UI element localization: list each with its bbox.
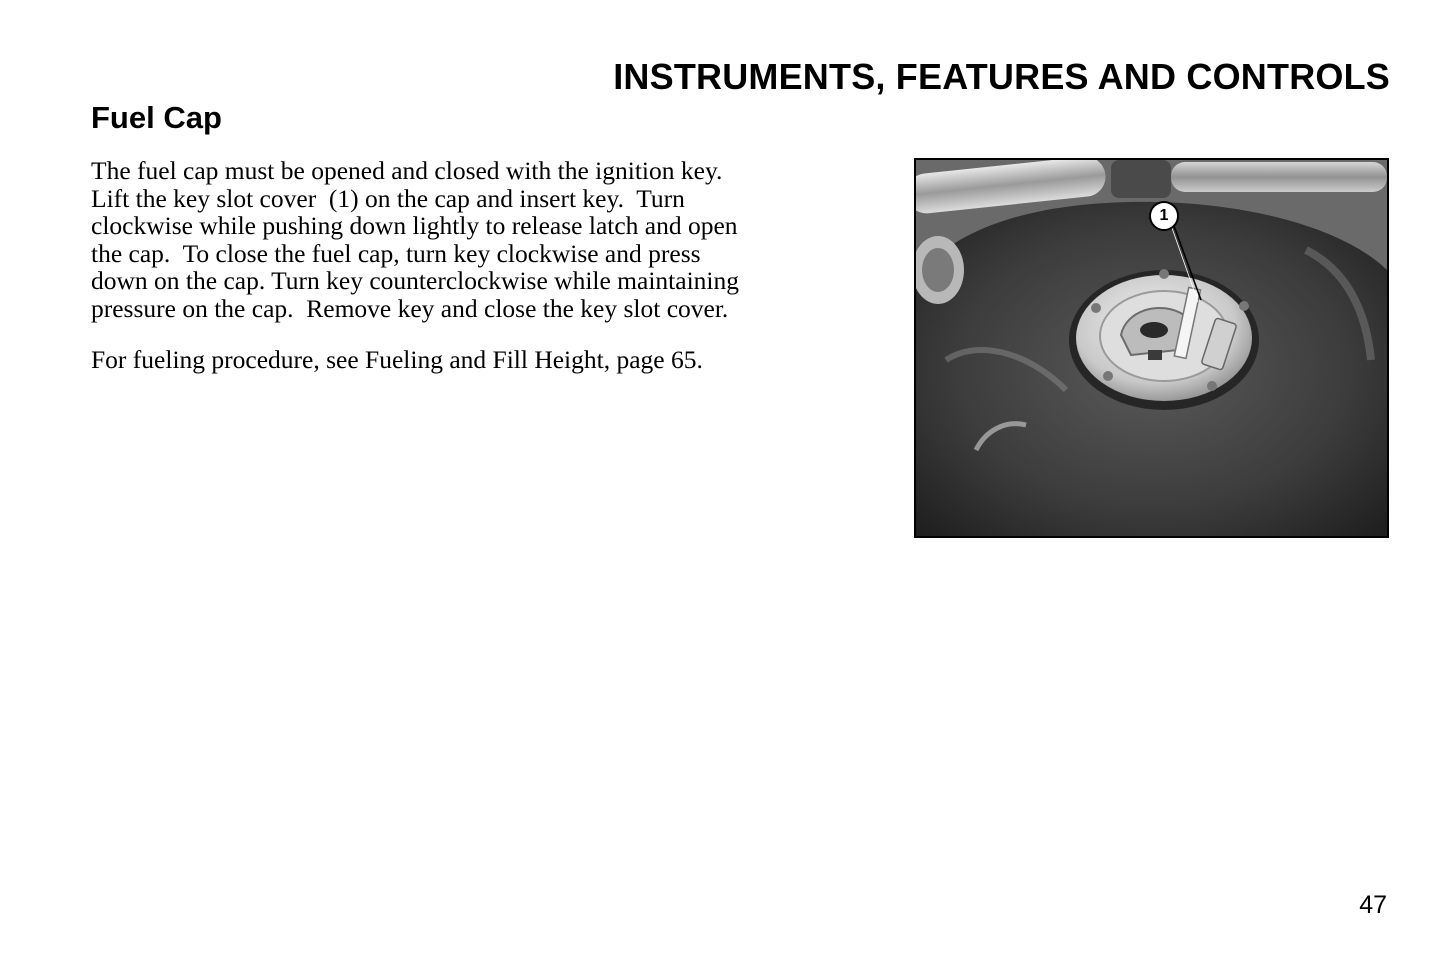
paragraph-line: the cap. To close the fuel cap, turn key clockwise and press xyxy=(91,238,701,268)
paragraph-line: pressure on the cap. Remove key and close the key slot cover. xyxy=(91,293,729,323)
page-number: 47 xyxy=(1359,891,1387,919)
paragraph-line: Lift the key slot cover (1) on the cap and insert key. Turn xyxy=(91,183,685,213)
paragraph-line: clockwise while pushing down lightly to release latch and open xyxy=(91,211,738,241)
page-title: Fuel Cap xyxy=(91,100,222,135)
paragraph-line: The fuel cap must be opened and closed with the ignition key. xyxy=(91,156,723,185)
instructions-paragraph xyxy=(91,157,821,323)
reference-paragraph: For fueling procedure, see Fueling and Fill Height, page 65. xyxy=(91,345,703,374)
callout-label: 1 xyxy=(1159,207,1169,224)
paragraph-line: down on the cap. Turn key counterclockwise while maintaining xyxy=(91,266,739,296)
section-header: INSTRUMENTS, FEATURES AND CONTROLS xyxy=(613,56,1390,97)
fuel-cap-photo xyxy=(914,158,1389,538)
